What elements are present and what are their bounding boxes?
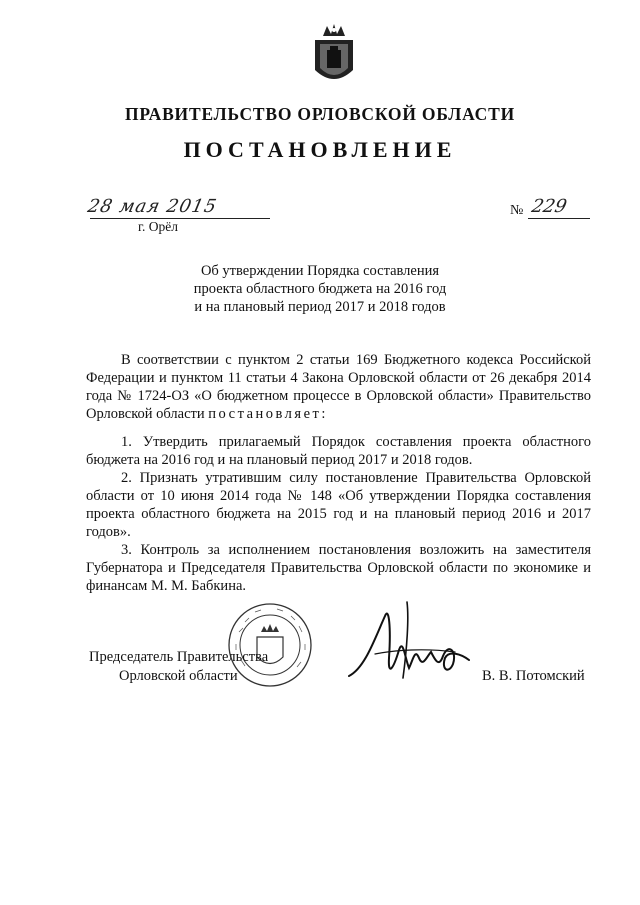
coat-of-arms-icon xyxy=(309,22,359,88)
document-type-title: ПОСТАНОВЛЕНИЕ xyxy=(183,137,457,162)
signatory-position-line-1: Председатель Правительства xyxy=(89,649,269,665)
resolution-item-1: 1. Утвердить прилагаемый Порядок составления проекта областного бюджета на 2016 год и на плановый период 2017 и 2018 годов. xyxy=(86,434,591,468)
document-subject xyxy=(0,262,640,316)
number-underline xyxy=(528,218,590,219)
subject-line-3: и на плановый период 2017 и 2018 годов xyxy=(194,299,446,315)
resolution-item-3: 3. Контроль за исполнением постановления возложить на заместителя Губернатора и Председателя Правительства Орловской области по экономике и финансам М. М. Бабкина. xyxy=(86,542,591,594)
date-underline xyxy=(90,218,270,219)
resolution-items xyxy=(86,433,591,595)
government-title: ПРАВИТЕЛЬСТВО ОРЛОВСКОЙ ОБЛАСТИ xyxy=(124,104,515,124)
preamble-paragraph xyxy=(86,351,591,423)
document-date: 28 мая 2015 xyxy=(85,196,219,217)
document-number: 229 xyxy=(529,196,569,217)
preamble-text: В соответствии с пунктом 2 статьи 169 Бюджетного кодекса Российской Федерации и пунктом 11 статьи 4 Закона Орловской области от 26 декабря 2014 года № 1724-ОЗ «О бюджетном процессе в Орловской области» Правительство Орловской области xyxy=(86,352,591,422)
resolution-item-2: 2. Признать утратившим силу постановление Правительства Орловской области от 10 июня 2014 года № 148 «Об утверждении Порядка составления проекта областного бюджета на 2015 год и на плановый период 2016 и 2017 годов». xyxy=(86,470,591,540)
resolves-word: постановляет: xyxy=(208,406,328,422)
document-city: г. Орёл xyxy=(138,219,178,234)
subject-line-1: Об утверждении Порядка составления xyxy=(200,263,440,279)
signatory-position-line-2: Орловской области xyxy=(119,668,238,684)
signatory-name: В. В. Потомский xyxy=(482,668,585,684)
signatory-position xyxy=(89,648,268,686)
number-label: № xyxy=(510,203,524,218)
subject-line-2: проекта областного бюджета на 2016 год xyxy=(193,281,447,297)
signature-icon xyxy=(345,598,475,698)
preamble xyxy=(86,351,591,423)
